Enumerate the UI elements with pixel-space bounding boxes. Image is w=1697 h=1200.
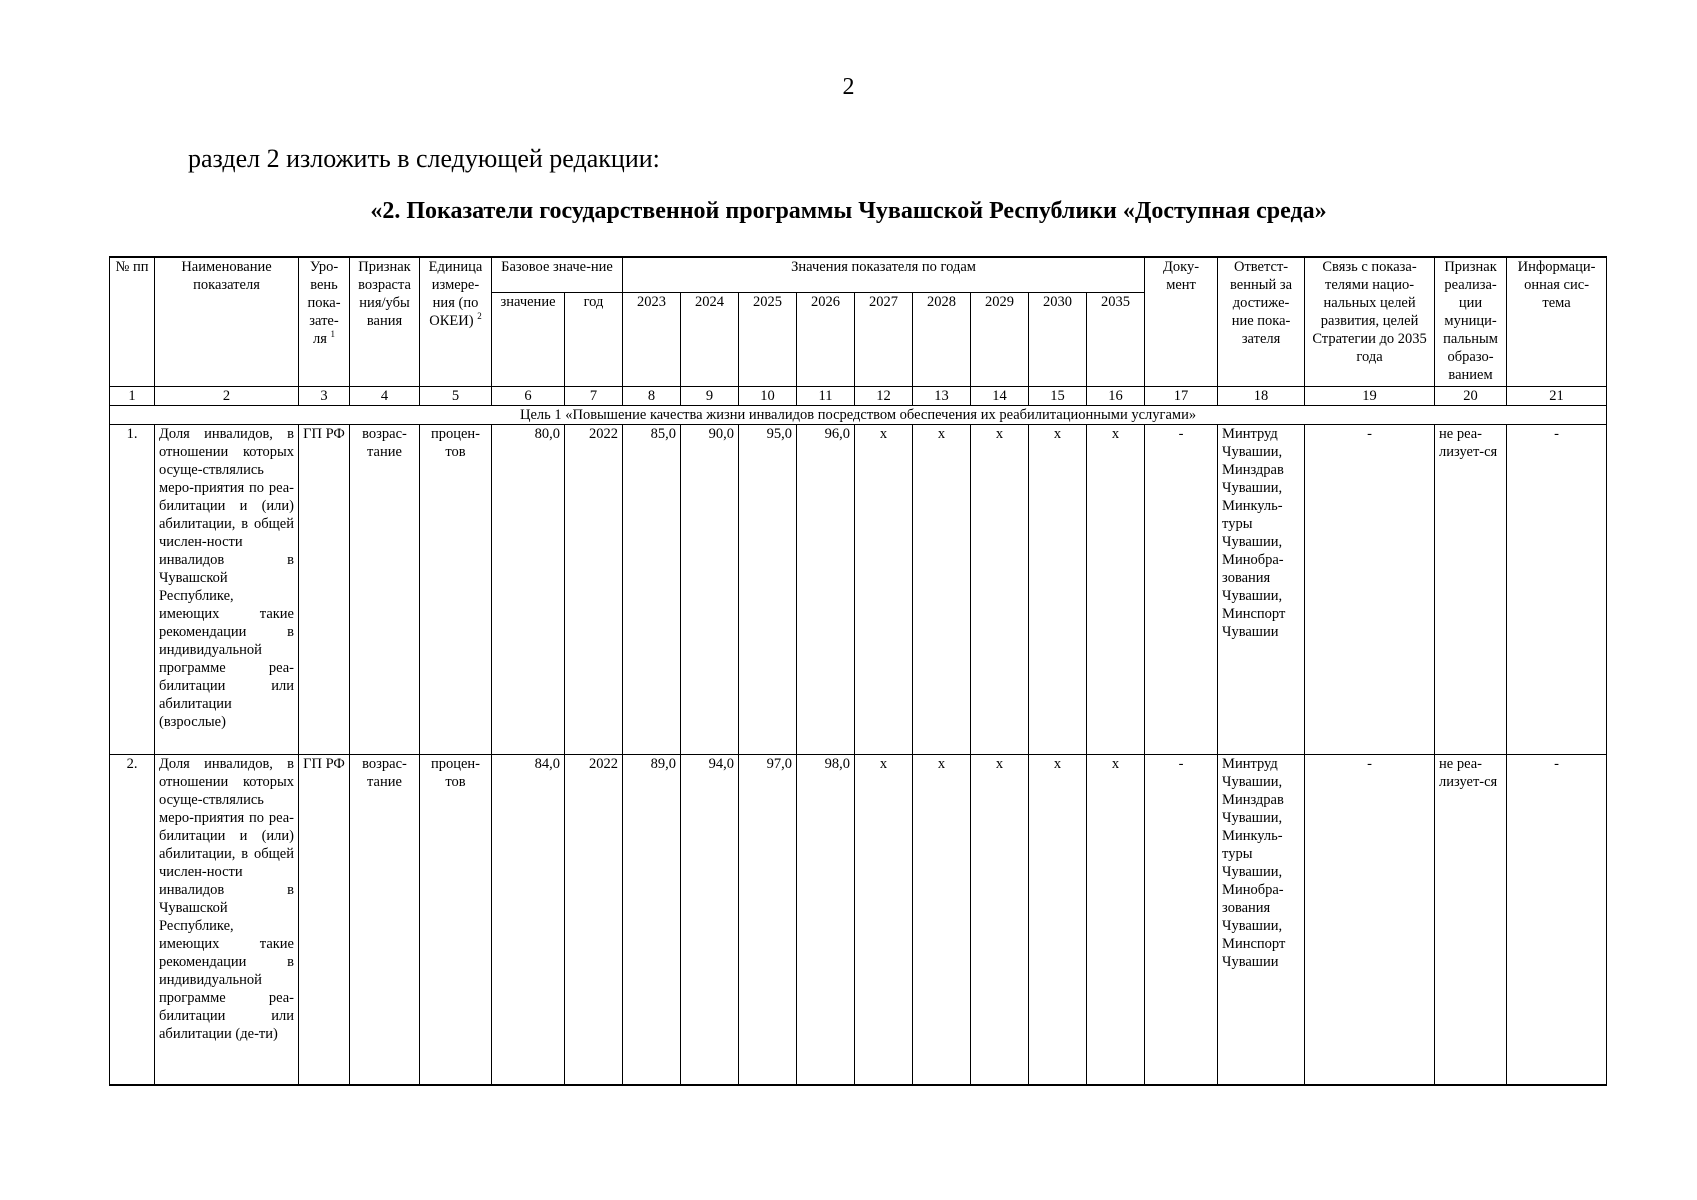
- column-number: 21: [1507, 387, 1607, 406]
- base-value: 80,0: [492, 425, 565, 755]
- column-number: 6: [492, 387, 565, 406]
- column-number: 14: [971, 387, 1029, 406]
- column-number: 12: [855, 387, 913, 406]
- column-number: 2: [155, 387, 299, 406]
- header-level-text: Уро-вень пока-зате-ля: [307, 259, 341, 347]
- header-base-year: год: [565, 293, 623, 387]
- page-number: 2: [842, 74, 855, 100]
- indicator-link: -: [1305, 425, 1435, 755]
- header-municipal: Признак реализа-ции муници-пальным образо-ванием: [1435, 257, 1507, 387]
- indicator-municipal: не реа-лизует-ся: [1435, 425, 1507, 755]
- base-year: 2022: [565, 755, 623, 1085]
- column-number: 18: [1218, 387, 1305, 406]
- column-number: 20: [1435, 387, 1507, 406]
- header-num: № пп: [110, 257, 155, 387]
- column-number: 7: [565, 387, 623, 406]
- indicator-responsible: Минтруд Чувашии, Минздрав Чувашии, Минкуль-туры Чувашии, Минобра-зования Чувашии, Минспорт Чувашии: [1218, 755, 1305, 1085]
- indicator-trend: возрас-тание: [350, 425, 420, 755]
- year-value: 95,0: [739, 425, 797, 755]
- column-number: 3: [299, 387, 350, 406]
- header-infosys: Информаци-онная сис-тема: [1507, 257, 1607, 387]
- year-value: x: [855, 425, 913, 755]
- indicator-doc: -: [1145, 425, 1218, 755]
- table-row: [110, 755, 1607, 1085]
- header-year: 2029: [971, 293, 1029, 387]
- year-value: 90,0: [681, 425, 739, 755]
- header-year: 2028: [913, 293, 971, 387]
- header-year: 2025: [739, 293, 797, 387]
- header-base: Базовое значе-ние: [492, 257, 623, 293]
- year-value: 97,0: [739, 755, 797, 1085]
- year-value: 94,0: [681, 755, 739, 1085]
- column-number: 11: [797, 387, 855, 406]
- year-value: x: [913, 755, 971, 1085]
- header-unit-note: 2: [477, 311, 482, 322]
- base-value: 84,0: [492, 755, 565, 1085]
- base-year: 2022: [565, 425, 623, 755]
- indicator-level: ГП РФ: [299, 755, 350, 1085]
- year-value: x: [1029, 425, 1087, 755]
- header-responsible: Ответст-венный за достиже-ние пока-зателя: [1218, 257, 1305, 387]
- column-number: 1: [110, 387, 155, 406]
- indicator-name: Доля инвалидов, в отношении которых осуще-ствлялись меро-приятия по реа-билитации и (или) абилитации, в общей числен-ности инвалидов в Чувашской Республике, имеющих такие рекомендации в индивидуальной программе реа-билитации или абилитации (взрослые): [155, 425, 299, 755]
- column-number: 5: [420, 387, 492, 406]
- header-level: [299, 257, 350, 387]
- header-row: [110, 257, 1607, 293]
- header-name: Наименование показателя: [155, 257, 299, 387]
- header-years-group: Значения показателя по годам: [623, 257, 1145, 293]
- indicator-link: -: [1305, 755, 1435, 1085]
- column-number: 19: [1305, 387, 1435, 406]
- row-num: 1.: [110, 425, 155, 755]
- indicator-infosys: -: [1507, 425, 1607, 755]
- indicator-unit: процен-тов: [420, 755, 492, 1085]
- header-level-note: 1: [330, 329, 336, 340]
- year-value: x: [1087, 425, 1145, 755]
- indicator-responsible: Минтруд Чувашии, Минздрав Чувашии, Минкуль-туры Чувашии, Минобра-зования Чувашии, Минспорт Чувашии: [1218, 425, 1305, 755]
- indicator-name: Доля инвалидов, в отношении которых осуще-ствлялись меро-приятия по реа-билитации и (или) абилитации, в общей числен-ности инвалидов в Чувашской Республике, имеющих такие рекомендации в индивидуальной программе реа-билитации или абилитации (де-ти): [155, 755, 299, 1085]
- header-year: 2027: [855, 293, 913, 387]
- year-value: x: [1029, 755, 1087, 1085]
- header-year: 2026: [797, 293, 855, 387]
- header-year: 2035: [1087, 293, 1145, 387]
- intro-text: раздел 2 изложить в следующей редакции:: [188, 144, 660, 173]
- column-number: 15: [1029, 387, 1087, 406]
- header-link: Связь с показа-телями нацио-нальных целей развития, целей Стратегии до 2035 года: [1305, 257, 1435, 387]
- indicator-level: ГП РФ: [299, 425, 350, 755]
- year-value: 89,0: [623, 755, 681, 1085]
- document-title: «2. Показатели государственной программы Чувашской Республики «Доступная среда»: [370, 198, 1327, 224]
- year-value: x: [1087, 755, 1145, 1085]
- header-year: 2030: [1029, 293, 1087, 387]
- header-trend: Признак возраста ния/убы вания: [350, 257, 420, 387]
- indicators-table: [109, 256, 1607, 1086]
- year-value: x: [855, 755, 913, 1085]
- column-number: 16: [1087, 387, 1145, 406]
- year-value: x: [971, 755, 1029, 1085]
- indicator-municipal: не реа-лизует-ся: [1435, 755, 1507, 1085]
- indicator-trend: возрас-тание: [350, 755, 420, 1085]
- header-unit: [420, 257, 492, 387]
- column-number: 9: [681, 387, 739, 406]
- header-base-value: значение: [492, 293, 565, 387]
- indicator-doc: -: [1145, 755, 1218, 1085]
- year-value: x: [971, 425, 1029, 755]
- header-unit-text: Единица измере-ния (по ОКЕИ): [428, 259, 483, 329]
- column-numbers-row: [110, 387, 1607, 406]
- column-number: 4: [350, 387, 420, 406]
- table-row: [110, 425, 1607, 755]
- goal-text: Цель 1 «Повышение качества жизни инвалидов посредством обеспечения их реабилитационными услугами»: [110, 406, 1607, 425]
- column-number: 10: [739, 387, 797, 406]
- column-number: 8: [623, 387, 681, 406]
- header-doc: Доку-мент: [1145, 257, 1218, 387]
- row-num: 2.: [110, 755, 155, 1085]
- header-year: 2023: [623, 293, 681, 387]
- year-value: 96,0: [797, 425, 855, 755]
- year-value: 98,0: [797, 755, 855, 1085]
- goal-row: [110, 406, 1607, 425]
- header-year: 2024: [681, 293, 739, 387]
- column-number: 17: [1145, 387, 1218, 406]
- year-value: x: [913, 425, 971, 755]
- indicator-infosys: -: [1507, 755, 1607, 1085]
- indicator-unit: процен-тов: [420, 425, 492, 755]
- column-number: 13: [913, 387, 971, 406]
- year-value: 85,0: [623, 425, 681, 755]
